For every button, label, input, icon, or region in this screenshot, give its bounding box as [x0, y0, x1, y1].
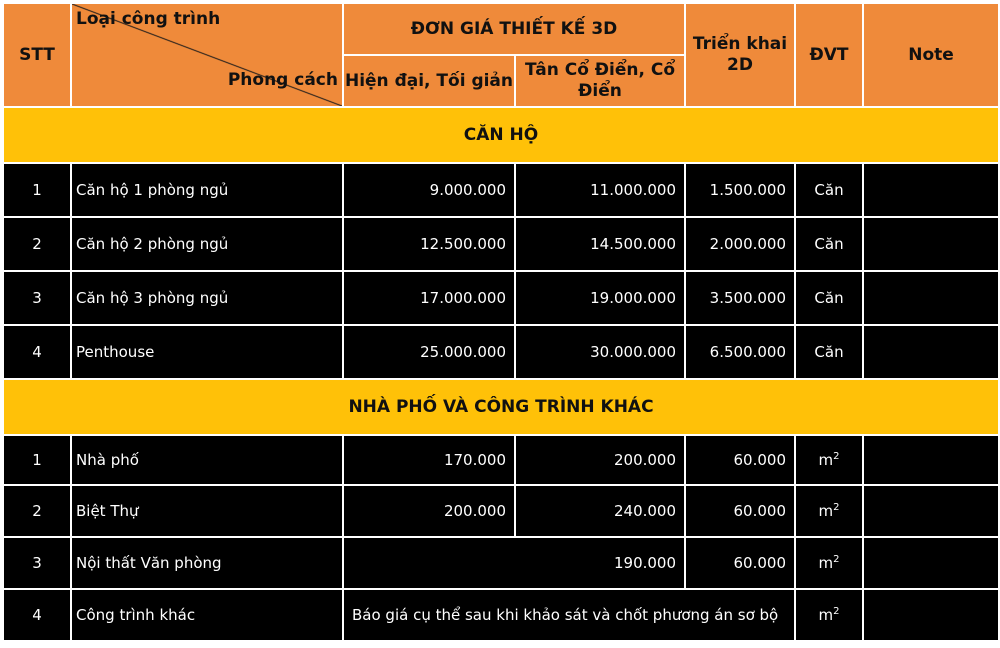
unit-text: m	[818, 451, 834, 469]
unit-superscript: 2	[833, 554, 840, 565]
cell-name: Căn hộ 1 phòng ngủ	[71, 163, 343, 217]
unit-text: m	[818, 502, 834, 520]
cell-note	[863, 485, 999, 537]
cell-stt: 4	[3, 589, 71, 641]
cell-modern-price: 170.000	[343, 435, 515, 485]
header-loai-cong-trinh: Loại công trình	[76, 9, 221, 29]
cell-name: Căn hộ 3 phòng ngủ	[71, 271, 343, 325]
cell-unit	[795, 485, 863, 537]
cell-2d-price: 6.500.000	[685, 325, 795, 379]
header-phong-cach: Phong cách	[227, 70, 338, 90]
cell-modern-price: 200.000	[343, 485, 515, 537]
header-trien-khai: Triển khai 2D	[685, 3, 795, 107]
table-row	[3, 271, 999, 325]
table-row	[3, 589, 999, 641]
cell-unit: Căn	[795, 163, 863, 217]
header-don-gia: ĐƠN GIÁ THIẾT KẾ 3D	[343, 3, 685, 55]
cell-name: Biệt Thự	[71, 485, 343, 537]
cell-merged-price: 190.000	[343, 537, 685, 589]
cell-name: Nội thất Văn phòng	[71, 537, 343, 589]
cell-unit: Căn	[795, 217, 863, 271]
unit-text: m	[818, 554, 834, 572]
cell-name: Penthouse	[71, 325, 343, 379]
cell-unit	[795, 435, 863, 485]
cell-unit: Căn	[795, 325, 863, 379]
section-title-nha-pho: NHÀ PHỐ VÀ CÔNG TRÌNH KHÁC	[3, 379, 999, 435]
cell-unit	[795, 537, 863, 589]
cell-modern-price: 9.000.000	[343, 163, 515, 217]
header-dvt: ĐVT	[795, 3, 863, 107]
cell-classic-price: 240.000	[515, 485, 685, 537]
unit-superscript: 2	[833, 606, 840, 617]
cell-stt: 1	[3, 435, 71, 485]
cell-note	[863, 217, 999, 271]
cell-name: Công trình khác	[71, 589, 343, 641]
cell-stt: 2	[3, 217, 71, 271]
cell-unit	[795, 589, 863, 641]
cell-classic-price: 11.000.000	[515, 163, 685, 217]
cell-stt: 3	[3, 271, 71, 325]
cell-2d-price: 2.000.000	[685, 217, 795, 271]
section-title-can-ho: CĂN HỘ	[3, 107, 999, 163]
cell-classic-price: 19.000.000	[515, 271, 685, 325]
cell-note	[863, 435, 999, 485]
cell-classic-price: 30.000.000	[515, 325, 685, 379]
cell-modern-price: 25.000.000	[343, 325, 515, 379]
header-note: Note	[863, 3, 999, 107]
cell-classic-price: 14.500.000	[515, 217, 685, 271]
cell-note	[863, 163, 999, 217]
cell-name: Căn hộ 2 phòng ngủ	[71, 217, 343, 271]
unit-text: m	[818, 606, 834, 624]
cell-unit: Căn	[795, 271, 863, 325]
cell-note	[863, 271, 999, 325]
cell-stt: 4	[3, 325, 71, 379]
header-tan-co-dien: Tân Cổ Điển, Cổ Điển	[515, 55, 685, 107]
cell-note	[863, 589, 999, 641]
cell-modern-price: 12.500.000	[343, 217, 515, 271]
cell-2d-price: 60.000	[685, 537, 795, 589]
table-row	[3, 435, 999, 485]
unit-superscript: 2	[833, 451, 840, 462]
cell-classic-price: 200.000	[515, 435, 685, 485]
cell-stt: 3	[3, 537, 71, 589]
cell-merged-note-text: Báo giá cụ thể sau khi khảo sát và chốt phương án sơ bộ	[343, 589, 795, 641]
cell-2d-price: 60.000	[685, 435, 795, 485]
cell-stt: 1	[3, 163, 71, 217]
table-row	[3, 217, 999, 271]
unit-superscript: 2	[833, 502, 840, 513]
cell-stt: 2	[3, 485, 71, 537]
cell-note	[863, 325, 999, 379]
cell-name: Nhà phố	[71, 435, 343, 485]
cell-note	[863, 537, 999, 589]
header-stt: STT	[3, 3, 71, 107]
table-row	[3, 325, 999, 379]
cell-2d-price: 1.500.000	[685, 163, 795, 217]
header-diagonal-cell	[71, 3, 343, 107]
cell-2d-price: 60.000	[685, 485, 795, 537]
table-row	[3, 537, 999, 589]
cell-2d-price: 3.500.000	[685, 271, 795, 325]
price-table	[2, 2, 1000, 642]
table-row	[3, 163, 999, 217]
cell-modern-price: 17.000.000	[343, 271, 515, 325]
header-hien-dai: Hiện đại, Tối giản	[343, 55, 515, 107]
table-row	[3, 485, 999, 537]
